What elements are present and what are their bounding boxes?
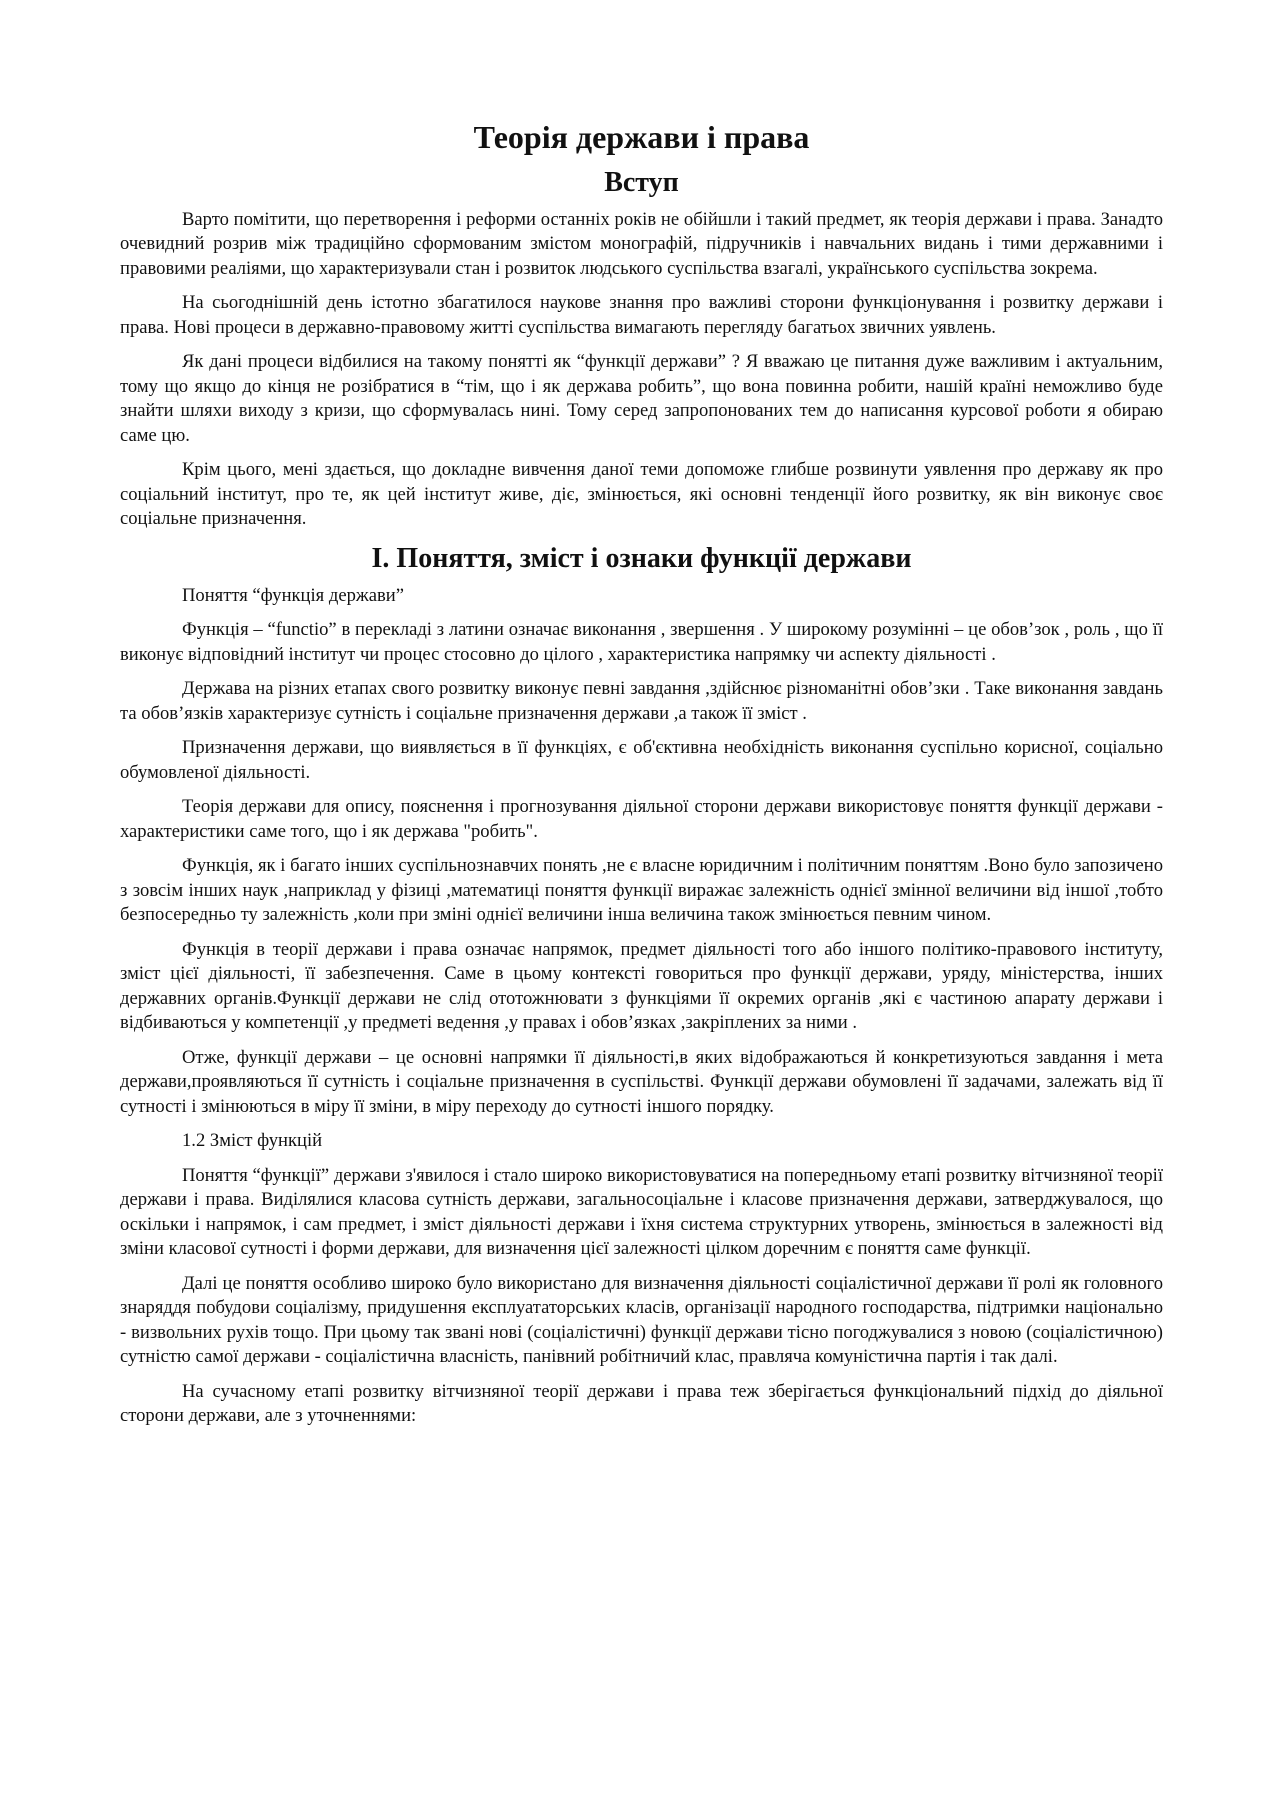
- intro-paragraph-3: Як дані процеси відбилися на такому понятті як “функції держави” ? Я вважаю це питання дуже важливим і актуальним, тому що якщо до кінця не розібратися в “тім, що і як держава робить”, що вона повинна робити, нашій країні неможливо буде знайти шляхи виходу з кризи, що сформувалась нині. Тому серед запропонованих тем до написання курсової роботи я обираю саме цю.: [120, 351, 1163, 446]
- section-2-paragraph-2: Далі це поняття особливо широко було використано для визначення діяльності соціалістичної держави її ролі як головного знаряддя побудови соціалізму, придушення експлуататорських класів, організації народного господарства, підтримки національно - визвольних рухів тощо. При цьому так звані нові (соціалістичні) функції держави тісно погоджувалися з новою (соціалістичною) сутністю самої держави - соціалістична власність, панівний робітничий клас, правляча комуністична партія і так далі.: [120, 1272, 1163, 1368]
- section-2-subheading: 1.2 Зміст функцій: [182, 1130, 323, 1152]
- section-2-paragraph-3: На сучасному етапі розвитку вітчизняної теорії держави і права теж зберігається функціональний підхід до діяльної сторони держави, але з уточненнями:: [120, 1380, 1163, 1427]
- section-1-paragraph-1: Функція – “functio” в перекладі з латини означає виконання , звершення . У широкому розумінні – це обов’зок , роль , що її виконує відповідний інститут чи процес стосовно до цілого , характеристика напрямку чи аспекту діяльності .: [120, 619, 1163, 665]
- document-title: Теорія держави і права: [473, 119, 810, 155]
- intro-paragraph-1: Варто помітити, що перетворення і реформи останніх років не обійшли і такий предмет, як теорія держави і права. Занадто очевидний розрив між традиційно сформованим змістом монографій, підручників і навчальних видань і тими державними і правовими реаліями, що характеризували стан і розвиток людського суспільства взагалі, українського суспільства зокрема.: [120, 208, 1163, 279]
- section-1-paragraph-4: Теорія держави для опису, пояснення і прогнозування діяльної сторони держави використовує поняття функції держави - характеристики саме того, що і як держава "робить".: [120, 796, 1163, 842]
- intro-paragraph-4: Крім цього, мені здається, що докладне вивчення даної теми допоможе глибше розвинути уявлення про державу як про соціальний інститут, про те, як цей інститут живе, діє, змінюється, які основні тенденції його розвитку, як він виконує своє соціальне призначення.: [120, 459, 1163, 530]
- section-1-paragraph-3: Призначення держави, що виявляється в її функціях, є об'єктивна необхідність виконання суспільно корисної, соціально обумовленої діяльності.: [120, 737, 1163, 783]
- section-1-paragraph-5: Функція, як і багато інших суспільнознавчих понять ,не є власне юридичним і політичним поняттям .Воно було запозичено з зовсім інших наук ,наприклад у фізиці ,математиці поняття функції виражає залежність однієї змінної величини від іншої ,тобто безпосередньо ту залежність ,коли при зміні однієї величини інша величина також змінюється певним чином.: [120, 855, 1163, 926]
- section-1-paragraph-7: Отже, функції держави – це основні напрямки її діяльності,в яких відображаються й конкретизуються завдання і мета держави,проявляються її сутність і соціальне призначення в суспільстві. Функції держави обумовлені її задачами, залежать від її сутності і змінюються в міру її зміни, в міру переходу до сутності іншого порядку.: [120, 1046, 1163, 1117]
- intro-heading: Вступ: [604, 167, 679, 199]
- section-2-paragraph-1: Поняття “функції” держави з'явилося і стало широко використовуватися на попередньому етапі розвитку вітчизняної теорії держави і права. Виділялися класова сутність держави, загальносоціальне і класове призначення держави, затверджувалося, що оскільки і напрямок, і сам предмет, і зміст діяльності держави і їхня система структурних утворень, змінюється в залежності від зміни класової сутності і форми держави, для визначення цієї залежності цілком доречним є поняття саме функції.: [120, 1164, 1163, 1260]
- intro-paragraph-2: На сьогоднішній день істотно збагатилося наукове знання про важливі сторони функціонування і розвитку держави і права. Нові процеси в державно-правовому житті суспільства вимагають перегляду багатьох звичних уявлень.: [120, 292, 1163, 338]
- document-page: [120, 118, 1163, 1439]
- section-1-paragraph-2: Держава на різних етапах свого розвитку виконує певні завдання ,здійснює різноманітні обов’зки . Таке виконання завдань та обов’язків характеризує сутність і соціальне призначення держави ,а також її зміст .: [120, 678, 1163, 724]
- section-1-heading: I. Поняття, зміст і ознаки функції держави: [371, 542, 912, 574]
- section-1-paragraph-6: Функція в теорії держави і права означає напрямок, предмет діяльності того або іншого політико-правового інституту, зміст цієї діяльності, її забезпечення. Саме в цьому контексті говориться про функції держави, уряду, міністерства, інших державних органів.Функції держави не слід ототожнювати з функціями її окремих органів ,які є частиною апарату держави і відбиваються у компетенції ,у предметі ведення ,у правах і обов’язках ,закріплених за ними .: [120, 938, 1163, 1034]
- section-1-subheading: Поняття “функція держави”: [182, 584, 404, 606]
